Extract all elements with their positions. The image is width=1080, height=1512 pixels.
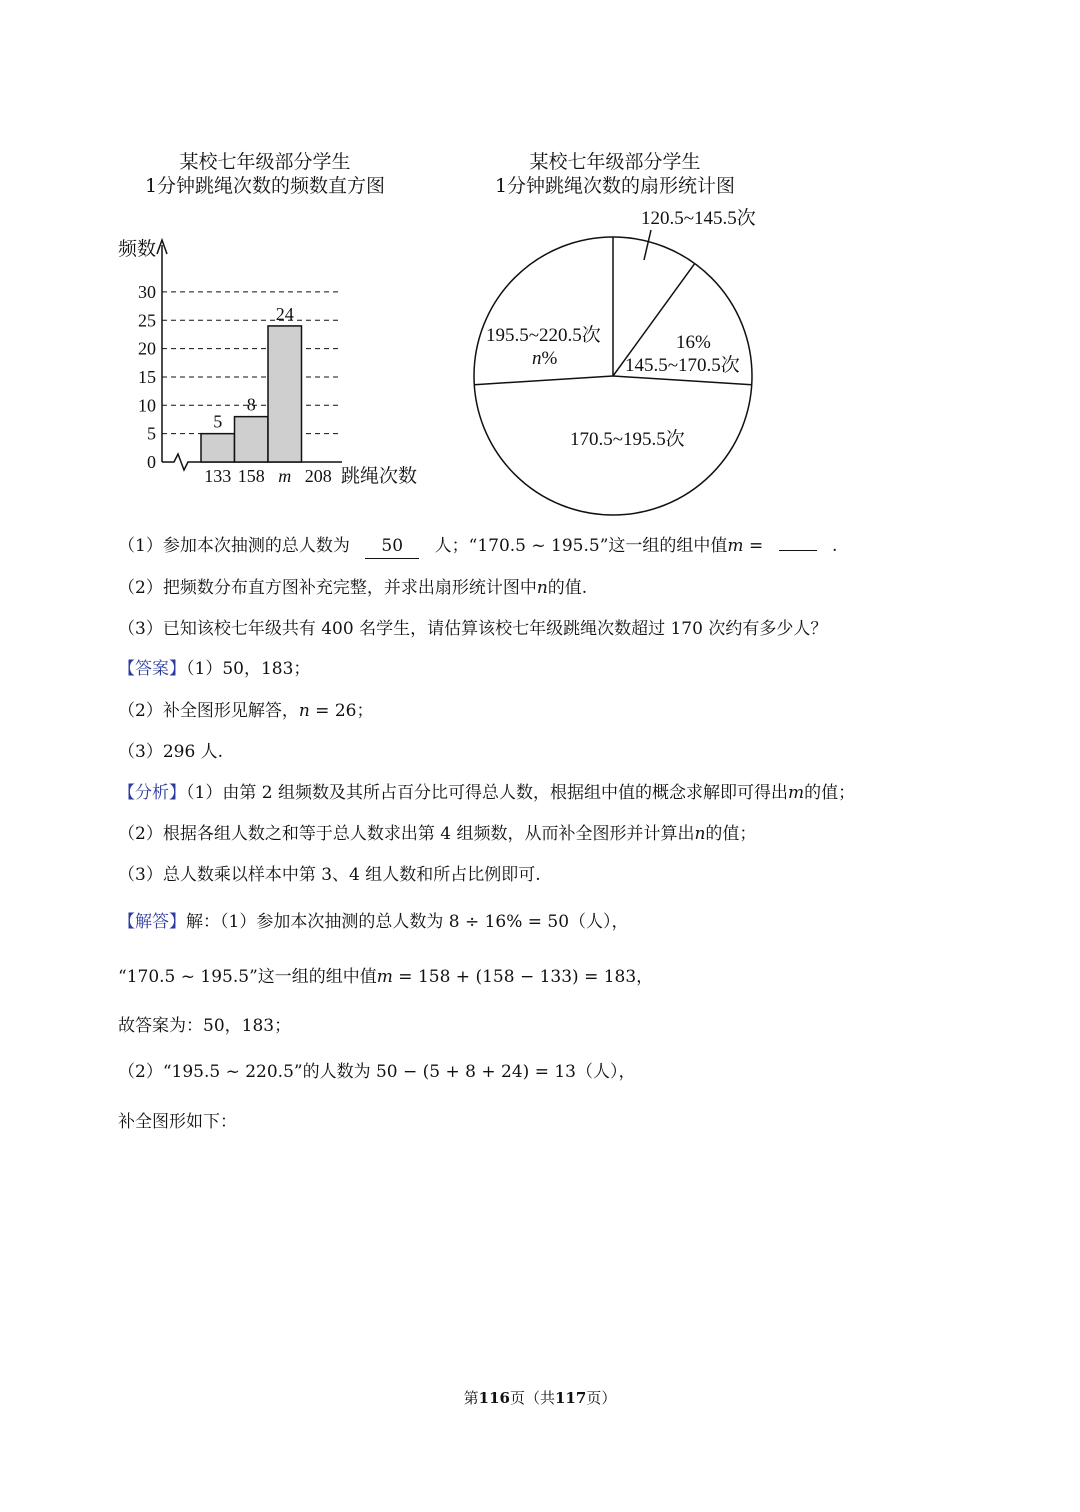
- analysis-line-3: （3）总人数乘以样本中第 3、4 组人数和所占比例即可.: [118, 865, 541, 885]
- histogram-xlabel: 跳绳次数: [341, 466, 418, 487]
- y-tick-10: 10: [138, 395, 156, 416]
- bar-120.5~145.5: [201, 434, 235, 462]
- pie-label-195-220: 195.5~220.5次: [486, 325, 601, 346]
- histogram-title-line1: 某校七年级部分学生: [179, 151, 351, 173]
- histogram-title: [120, 150, 410, 198]
- pie-annotation-n: n%: [532, 348, 558, 369]
- solution-line-1: 【解答】解：（1）参加本次抽测的总人数为 8 ÷ 16% = 50（人），: [118, 912, 629, 932]
- bar-170.5~195.5: [268, 326, 302, 462]
- question-2: （2）把频数分布直方图补充完整，并求出扇形统计图中n的值.: [118, 578, 588, 598]
- answer-line-3: （3）296 人.: [118, 742, 224, 762]
- histogram-chart: [110, 230, 440, 495]
- solution-tag: 【解答】: [118, 912, 186, 932]
- y-tick-25: 25: [138, 310, 156, 331]
- answer-tag: 【答案】: [118, 659, 186, 679]
- histogram-bars: [201, 304, 302, 462]
- histogram-y-ticks: [138, 282, 156, 472]
- pie-title: [470, 150, 760, 198]
- bar-value-label: 24: [275, 303, 294, 324]
- question-1: （1）参加本次抽测的总人数为 50 人；“170.5 ~ 195.5”这一组的组中值m = .: [118, 534, 837, 559]
- histogram-ylabel: 频数: [118, 239, 157, 260]
- pie-label-145-170: 145.5~170.5次: [625, 355, 740, 376]
- pie-title-line2: 1分钟跳绳次数的扇形统计图: [494, 175, 736, 197]
- answer-blank-2: [779, 550, 817, 551]
- x-tick-133: 133: [204, 466, 232, 486]
- solution-line-5: 补全图形如下：: [118, 1112, 237, 1132]
- answer-line-1: 【答案】（1）50，183；: [118, 659, 311, 679]
- total-pages: 117: [555, 1389, 587, 1407]
- y-tick-20: 20: [138, 338, 156, 359]
- current-page: 116: [478, 1389, 510, 1407]
- histogram-title-line2: 1分钟跳绳次数的频数直方图: [144, 175, 386, 197]
- bar-145.5~170.5: [235, 417, 269, 462]
- pie-annotation-16: 16%: [676, 332, 711, 353]
- answer-line-2: （2）补全图形见解答，n = 26；: [118, 701, 374, 721]
- bar-value-label: 8: [246, 394, 256, 415]
- solution-line-2: “170.5 ~ 195.5”这一组的组中值m = 158 + (158 − 133) = 183，: [118, 967, 654, 987]
- pie-title-line1: 某校七年级部分学生: [529, 151, 701, 173]
- answer-blank-1: 50: [365, 534, 419, 559]
- page-footer: 第116页（共117页）: [463, 1389, 617, 1407]
- pie-chart: [465, 198, 765, 518]
- solution-line-3: 故答案为：50，183；: [118, 1016, 292, 1036]
- bar-value-label: 5: [213, 411, 223, 432]
- analysis-line-2: （2）根据各组人数之和等于总人数求出第 4 组频数，从而补全图形并计算出n的值；: [118, 824, 757, 844]
- pie-label-120-145: 120.5~145.5次: [641, 208, 756, 229]
- x-tick-208: 208: [304, 466, 332, 486]
- solution-line-4: （2）“195.5 ~ 220.5”的人数为 50 − (5 + 8 + 24) = 13（人），: [118, 1062, 636, 1082]
- x-tick-158: 158: [237, 466, 265, 486]
- x-tick-m: m: [278, 466, 292, 486]
- histogram-x-ticks: [204, 466, 332, 486]
- y-tick-30: 30: [138, 281, 156, 302]
- pie-label-170-195: 170.5~195.5次: [570, 429, 685, 450]
- analysis-tag: 【分析】: [118, 783, 186, 803]
- question-3: （3）已知该校七年级共有 400 名学生，请估算该校七年级跳绳次数超过 170 次约有多少人？: [118, 619, 828, 639]
- analysis-line-1: 【分析】（1）由第 2 组频数及其所占百分比可得总人数，根据组中值的概念求解即可得出m的值；: [118, 783, 856, 803]
- y-tick-0: 0: [147, 452, 156, 472]
- y-tick-15: 15: [138, 366, 156, 387]
- y-tick-5: 5: [147, 423, 156, 444]
